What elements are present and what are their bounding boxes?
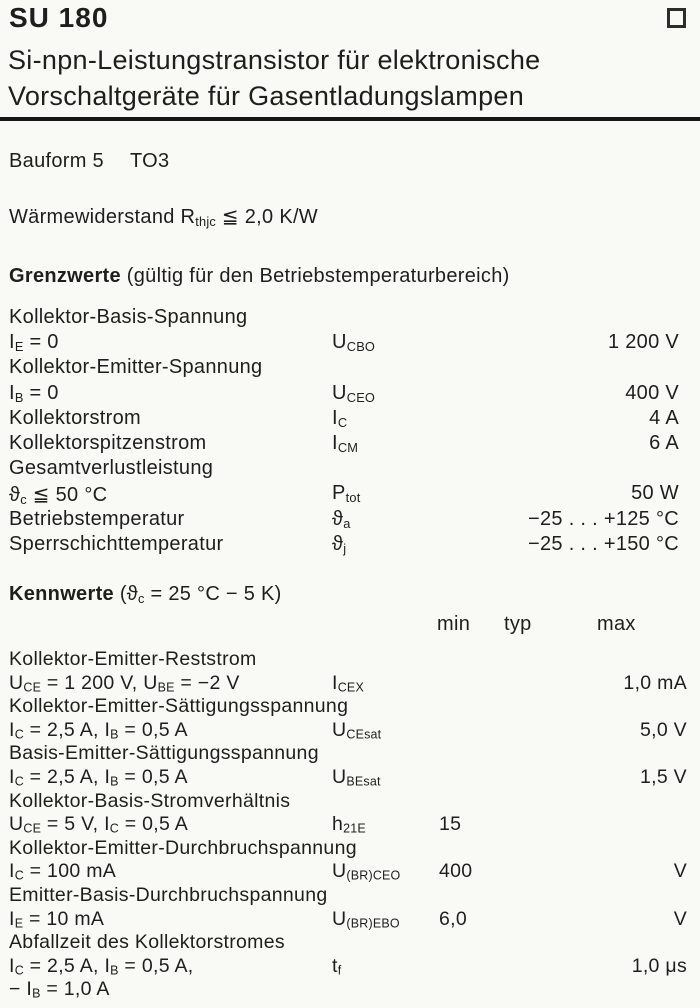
text-segment: I bbox=[9, 331, 15, 354]
kennwerte-label bbox=[9, 695, 348, 718]
kennwerte-row bbox=[9, 695, 691, 719]
kennwerte-column-headers bbox=[0, 613, 700, 639]
text-segment: = 10 mA bbox=[23, 907, 105, 930]
kennwerte-row bbox=[9, 978, 691, 1002]
kennwerte-row bbox=[9, 955, 691, 979]
grenzwerte-label bbox=[9, 457, 213, 480]
kennwerte-row bbox=[9, 742, 691, 766]
subscript: B bbox=[110, 963, 119, 978]
kennwerte-label bbox=[9, 742, 319, 765]
text-segment: I bbox=[9, 954, 15, 977]
subscript: a bbox=[343, 515, 351, 531]
grenzwerte-value: 50 W bbox=[631, 482, 679, 505]
grenzwerte-label bbox=[9, 508, 184, 531]
kennwerte-symbol bbox=[332, 766, 381, 789]
kennwerte-label bbox=[9, 884, 328, 907]
grenzwerte-symbol bbox=[332, 382, 375, 405]
kennwerte-symbol bbox=[332, 813, 366, 836]
square-outline-icon bbox=[667, 8, 686, 28]
grenzwerte-symbol bbox=[332, 432, 358, 455]
subscript: B bbox=[110, 774, 119, 789]
subscript: j bbox=[343, 540, 347, 556]
text-segment: = 2,5 A, I bbox=[23, 765, 111, 788]
text-segment: Kollektorspitzenstrom bbox=[9, 431, 207, 454]
text-segment: Wärmewiderstand R bbox=[9, 206, 196, 228]
text-segment: = −2 V bbox=[174, 671, 240, 694]
text-segment: Gesamtverlustleistung bbox=[9, 457, 214, 480]
text-segment: = 1,0 A bbox=[40, 978, 110, 1001]
subscript: thjc bbox=[195, 213, 216, 229]
text-segment: = 5 V, I bbox=[41, 813, 110, 836]
kennwerte-max-value: V bbox=[673, 907, 687, 930]
kennwerte-title: Kennwerte bbox=[9, 583, 114, 605]
subscript: B bbox=[32, 987, 41, 1002]
device-description bbox=[8, 42, 540, 114]
text-segment: = 0,5 A bbox=[118, 718, 188, 741]
subscript: E bbox=[14, 916, 24, 931]
text-segment: = 100 mA bbox=[23, 860, 117, 883]
text-segment: U bbox=[332, 907, 347, 930]
grenzwerte-label bbox=[9, 407, 141, 430]
text-segment: I bbox=[9, 381, 15, 404]
subscript: f bbox=[337, 963, 342, 978]
text-segment: = 2,5 A, I bbox=[23, 954, 111, 977]
subscript: C bbox=[14, 869, 24, 884]
grenzwerte-label bbox=[9, 432, 206, 455]
kennwerte-label bbox=[9, 955, 194, 978]
text-segment: U bbox=[332, 765, 347, 788]
text-segment: U bbox=[332, 860, 347, 883]
subscript: B bbox=[110, 727, 119, 742]
text-segment: U bbox=[332, 331, 347, 354]
text-segment: = 2,5 A, I bbox=[23, 718, 111, 741]
subscript: CBO bbox=[346, 339, 376, 354]
kennwerte-row bbox=[9, 884, 691, 908]
text-segment: ϑ bbox=[332, 532, 344, 555]
grenzwerte-value: 6 A bbox=[649, 431, 679, 454]
subscript: 21E bbox=[343, 821, 366, 836]
kennwerte-symbol bbox=[332, 860, 400, 883]
text-segment: Emitter-Basis-Durchbruchspannung bbox=[9, 883, 328, 906]
kennwerte-label bbox=[9, 931, 285, 954]
grenzwerte-row bbox=[9, 382, 691, 407]
subscript: CM bbox=[337, 439, 359, 455]
subscript: C bbox=[14, 963, 24, 978]
grenzwerte-row bbox=[9, 306, 691, 331]
kennwerte-label bbox=[9, 790, 290, 813]
text-segment: Abfallzeit des Kollektorstromes bbox=[9, 931, 285, 954]
kennwerte-row bbox=[9, 790, 691, 814]
subscript: CE bbox=[23, 680, 42, 695]
text-segment: = 25 °C − 5 K) bbox=[144, 583, 282, 605]
kennwerte-row bbox=[9, 719, 691, 743]
grenzwerte-row bbox=[9, 457, 691, 482]
grenzwerte-label bbox=[9, 306, 247, 329]
kennwerte-table bbox=[9, 648, 691, 1002]
text-segment: Sperrschichttemperatur bbox=[9, 532, 224, 555]
col-header-typ: typ bbox=[504, 613, 532, 635]
col-header-max: max bbox=[597, 613, 636, 635]
kennwerte-heading bbox=[9, 583, 282, 606]
kennwerte-label bbox=[9, 719, 188, 742]
text-segment: U bbox=[9, 813, 24, 836]
grenzwerte-title: Grenzwerte bbox=[9, 265, 121, 287]
subtitle-line-2: Vorschaltgeräte für Gasentladungslampen bbox=[8, 81, 525, 111]
text-segment: = 0,5 A bbox=[118, 765, 188, 788]
kennwerte-min-value: 15 bbox=[439, 813, 462, 836]
kennwerte-note bbox=[120, 583, 282, 605]
kennwerte-label bbox=[9, 672, 240, 695]
grenzwerte-row bbox=[9, 407, 691, 432]
kennwerte-max-value: 1,0 μs bbox=[631, 954, 687, 977]
subscript: CEO bbox=[346, 389, 376, 405]
subscript: tot bbox=[345, 490, 361, 506]
grenzwerte-label bbox=[9, 533, 223, 556]
kennwerte-symbol bbox=[332, 719, 381, 742]
kennwerte-label bbox=[9, 978, 110, 1001]
grenzwerte-row bbox=[9, 356, 691, 381]
kennwerte-label bbox=[9, 860, 116, 883]
kennwerte-row bbox=[9, 908, 691, 932]
subscript: C bbox=[109, 821, 119, 836]
kennwerte-label bbox=[9, 908, 104, 931]
text-segment: = 0 bbox=[23, 331, 59, 354]
grenzwerte-row bbox=[9, 432, 691, 457]
kennwerte-row bbox=[9, 860, 691, 884]
subscript: CE bbox=[23, 821, 42, 836]
grenzwerte-label bbox=[9, 382, 59, 405]
grenzwerte-row bbox=[9, 482, 691, 507]
text-segment: I bbox=[9, 718, 15, 741]
grenzwerte-row bbox=[9, 331, 691, 356]
kennwerte-row bbox=[9, 672, 691, 696]
kennwerte-max-value: V bbox=[673, 860, 687, 883]
kennwerte-row bbox=[9, 837, 691, 861]
text-segment: = 0,5 A bbox=[119, 813, 189, 836]
text-segment: ≦ 2,0 K/W bbox=[215, 206, 318, 228]
col-header-min: min bbox=[437, 613, 471, 635]
text-segment: h bbox=[332, 813, 344, 836]
kennwerte-row bbox=[9, 931, 691, 955]
subscript: BE bbox=[157, 680, 175, 695]
text-segment: ≦ 50 °C bbox=[26, 484, 108, 507]
text-segment: = 0,5 A, bbox=[118, 954, 194, 977]
package-code: TO3 bbox=[129, 150, 170, 172]
kennwerte-min-value: 6,0 bbox=[439, 907, 468, 930]
part-number: SU 180 bbox=[9, 2, 109, 33]
subtitle-line-1: Si-npn-Leistungstransistor für elektronische bbox=[8, 45, 541, 75]
kennwerte-symbol bbox=[332, 672, 364, 695]
kennwerte-label bbox=[9, 837, 357, 860]
subscript: C bbox=[337, 414, 348, 430]
grenzwerte-heading bbox=[9, 265, 510, 288]
text-segment: − I bbox=[9, 978, 33, 1001]
subscript: (BR)CEO bbox=[346, 869, 401, 884]
grenzwerte-label bbox=[9, 331, 59, 354]
header-divider bbox=[0, 117, 700, 121]
grenzwerte-symbol bbox=[332, 407, 347, 430]
text-segment: I bbox=[332, 671, 338, 694]
text-segment: ϑ bbox=[332, 507, 344, 530]
grenzwerte-value: −25 . . . +150 °C bbox=[528, 532, 679, 555]
text-segment: (ϑ bbox=[119, 583, 139, 605]
thermal-resistance-line bbox=[9, 204, 318, 229]
text-segment: I bbox=[332, 406, 338, 429]
text-segment: Kollektorstrom bbox=[9, 406, 142, 429]
kennwerte-max-value: 1,0 mA bbox=[623, 671, 687, 694]
text-segment: t bbox=[332, 954, 338, 977]
kennwerte-min-value: 400 bbox=[439, 860, 473, 883]
subscript: CEX bbox=[337, 680, 364, 695]
text-segment: U bbox=[332, 718, 347, 741]
text-segment: I bbox=[9, 765, 15, 788]
text-segment: I bbox=[332, 431, 338, 454]
subscript: C bbox=[14, 727, 24, 742]
grenzwerte-value: 4 A bbox=[649, 406, 679, 429]
grenzwerte-symbol bbox=[332, 331, 375, 354]
text-segment: ϑ bbox=[9, 484, 21, 507]
kennwerte-label bbox=[9, 648, 257, 671]
grenzwerte-value: 1 200 V bbox=[607, 331, 679, 354]
text-segment: U bbox=[332, 381, 347, 404]
grenzwerte-symbol bbox=[332, 533, 346, 556]
text-segment: I bbox=[9, 907, 15, 930]
subscript: C bbox=[14, 774, 24, 789]
subscript: E bbox=[14, 339, 24, 354]
text-segment: Betriebstemperatur bbox=[9, 507, 185, 530]
text-segment: I bbox=[9, 860, 15, 883]
kennwerte-row bbox=[9, 813, 691, 837]
text-segment: Kollektor-Emitter-Reststrom bbox=[9, 648, 257, 670]
grenzwerte-row bbox=[9, 508, 691, 533]
text-segment: Kollektor-Emitter-Sättigungsspannung bbox=[9, 695, 349, 718]
subscript: BEsat bbox=[346, 774, 381, 789]
kennwerte-label bbox=[9, 813, 188, 836]
text-segment: Kollektor-Emitter-Spannung bbox=[9, 356, 263, 379]
text-segment: = 1 200 V, U bbox=[41, 671, 158, 694]
grenzwerte-table bbox=[9, 306, 691, 558]
text-segment: P bbox=[332, 482, 346, 505]
grenzwerte-symbol bbox=[332, 508, 351, 531]
package-info-line bbox=[9, 150, 169, 173]
kennwerte-row bbox=[9, 766, 691, 790]
grenzwerte-row bbox=[9, 533, 691, 558]
text-segment: Kollektor-Emitter-Durchbruchspannung bbox=[9, 836, 357, 859]
grenzwerte-symbol bbox=[332, 482, 360, 505]
subscript: B bbox=[14, 389, 24, 405]
grenzwerte-label bbox=[9, 356, 262, 379]
kennwerte-max-value: 5,0 V bbox=[639, 718, 687, 741]
kennwerte-symbol bbox=[332, 908, 400, 931]
kennwerte-symbol bbox=[332, 955, 341, 978]
grenzwerte-label bbox=[9, 482, 107, 507]
grenzwerte-value: 400 V bbox=[625, 381, 679, 404]
bauform-label: Bauform 5 bbox=[9, 150, 104, 172]
text-segment: = 0 bbox=[23, 381, 59, 404]
subscript: c bbox=[138, 590, 145, 606]
text-segment: Basis-Emitter-Sättigungsspannung bbox=[9, 742, 319, 765]
subscript: CEsat bbox=[346, 727, 382, 742]
grenzwerte-value: −25 . . . +125 °C bbox=[528, 507, 679, 530]
kennwerte-label bbox=[9, 766, 188, 789]
grenzwerte-note: (gültig für den Betriebstemperaturbereich) bbox=[126, 265, 510, 287]
kennwerte-row bbox=[9, 648, 691, 672]
text-segment: Kollektor-Basis-Spannung bbox=[9, 306, 248, 328]
subscript: c bbox=[20, 492, 27, 508]
kennwerte-max-value: 1,5 V bbox=[639, 765, 687, 788]
subscript: (BR)EBO bbox=[346, 916, 400, 931]
text-segment: Kollektor-Basis-Stromverhältnis bbox=[9, 789, 291, 812]
text-segment: U bbox=[9, 671, 24, 694]
